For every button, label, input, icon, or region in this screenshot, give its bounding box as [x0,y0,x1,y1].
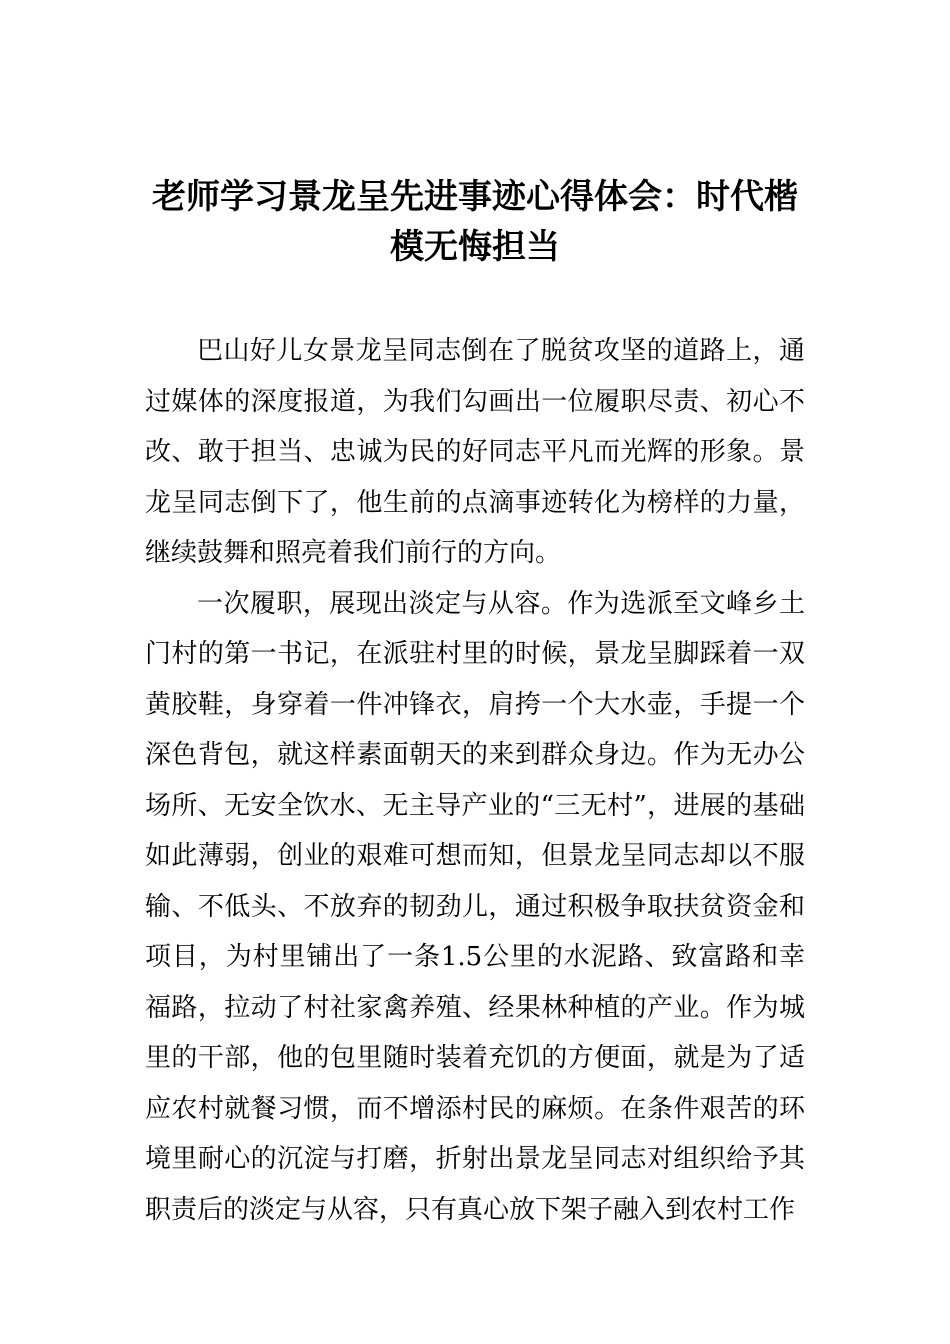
paragraph: 巴山好儿女景龙呈同志倒在了脱贫攻坚的道路上，通过媒体的深度报道，为我们勾画出一位履职尽责、初心不改、敢于担当、忠诚为民的好同志平凡而光辉的形象。景龙呈同志倒下了，他生前的点滴事迹转化为榜样的力量，继续鼓舞和照亮着我们前行的方向。 [145,336,805,568]
paragraph: 一次履职，展现出淡定与从容。作为选派至文峰乡土门村的第一书记，在派驻村里的时候，景龙呈脚踩着一双黄胶鞋，身穿着一件冲锋衣，肩挎一个大水壶，手提一个深色背包，就这样素面朝天的来到群众身边。作为无办公场所、无安全饮水、无主导产业的“三无村”，进展的基础如此薄弱，创业的艰难可想而知，但景龙呈同志却以不服输、不低头、不放弃的韧劲儿，通过积极争取扶贫资金和项目，为村里铺出了一条1.5公里的水泥路、致富路和幸福路，拉动了村社家禽养殖、经果林种植的产业。作为城里的干部，他的包里随时装着充饥的方便面，就是为了适应农村就餐习惯，而不增添村民的麻烦。在条件艰苦的环境里耐心的沉淀与打磨，折射出景龙呈同志对组织给予其职责后的淡定与从容，只有真心放下架子融入到农村工作 [145,588,805,1225]
document-body [145,326,805,1235]
document-title: 老师学习景龙呈先进事迹心得体会：时代楷模无悔担当 [152,177,798,267]
